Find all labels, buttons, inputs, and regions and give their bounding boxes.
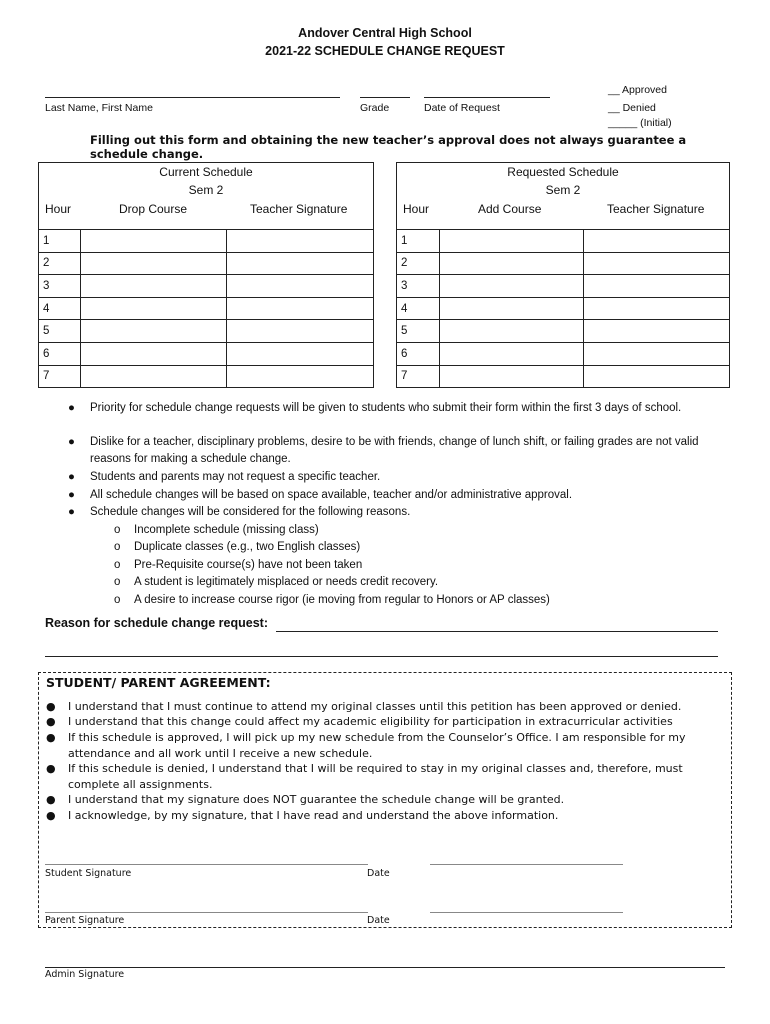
requested-schedule-semester: Sem 2 xyxy=(545,183,581,197)
agreement-text: I understand that my signature does NOT guarantee the schedule change will be granted. xyxy=(68,793,565,806)
reason-text: Pre-Requisite course(s) have not been taken xyxy=(134,559,363,571)
rule-text: Dislike for a teacher, disciplinary problems, desire to be with friends, change of lunch shift, or failing grades are not valid reasons for making a schedule change. xyxy=(90,436,699,465)
reason-item xyxy=(114,539,714,556)
circle-bullet-icon: o xyxy=(114,559,121,571)
rule-item xyxy=(68,504,718,521)
course-cell[interactable] xyxy=(439,230,584,253)
table-row xyxy=(39,365,374,388)
table-row xyxy=(397,252,730,275)
circle-bullet-icon: o xyxy=(114,576,121,588)
bullet-icon: ● xyxy=(46,793,56,806)
current-teacher-signature-header: Teacher Signature xyxy=(250,202,348,216)
teacher-signature-cell[interactable] xyxy=(584,320,730,343)
reason-item xyxy=(114,557,714,574)
bullet-icon: ● xyxy=(46,700,56,713)
bullet-icon: ● xyxy=(68,402,75,414)
student-signature-label: Student Signature xyxy=(45,868,132,879)
drop-course-header: Drop Course xyxy=(119,202,188,216)
hour-cell: 7 xyxy=(39,365,81,388)
agreement-title: STUDENT/ PARENT AGREEMENT: xyxy=(46,675,271,690)
reason-text: A student is legitimately misplaced or needs credit recovery. xyxy=(134,576,439,588)
teacher-signature-cell[interactable] xyxy=(584,252,730,275)
course-cell[interactable] xyxy=(80,365,227,388)
hour-cell: 6 xyxy=(397,342,440,365)
hour-cell: 2 xyxy=(39,252,81,275)
reason-input-line-2[interactable] xyxy=(45,656,718,657)
rule-item xyxy=(68,400,718,434)
hour-cell: 3 xyxy=(397,275,440,298)
rule-text: Schedule changes will be considered for the following reasons. xyxy=(90,506,411,518)
admin-signature-line[interactable] xyxy=(45,967,725,968)
hour-cell: 1 xyxy=(397,230,440,253)
table-row xyxy=(39,275,374,298)
current-schedule-table xyxy=(38,229,374,388)
course-cell[interactable] xyxy=(80,275,227,298)
teacher-signature-cell[interactable] xyxy=(584,342,730,365)
circle-bullet-icon: o xyxy=(114,541,121,553)
reason-text: Duplicate classes (e.g., two English classes) xyxy=(134,541,361,553)
rule-text: Students and parents may not request a specific teacher. xyxy=(90,471,381,483)
rule-item xyxy=(68,469,718,486)
table-row xyxy=(39,342,374,365)
parent-signature-line[interactable] xyxy=(45,912,368,913)
bullet-icon: ● xyxy=(46,809,56,822)
school-name: Andover Central High School xyxy=(298,26,472,40)
current-schedule-semester: Sem 2 xyxy=(188,183,224,197)
approved-status[interactable]: __ Approved xyxy=(608,84,667,96)
table-row xyxy=(397,342,730,365)
name-field-line[interactable] xyxy=(45,97,340,98)
hour-cell: 3 xyxy=(39,275,81,298)
table-row xyxy=(39,252,374,275)
teacher-signature-cell[interactable] xyxy=(584,230,730,253)
reason-item xyxy=(114,592,714,609)
bullet-icon: ● xyxy=(46,762,56,775)
initial-field[interactable]: _____ (Initial) xyxy=(608,117,672,129)
bullet-icon: ● xyxy=(68,489,75,501)
student-date-line[interactable] xyxy=(430,864,623,865)
hour-cell: 5 xyxy=(397,320,440,343)
denied-status[interactable]: __ Denied xyxy=(608,102,656,114)
bullet-icon: ● xyxy=(68,506,75,518)
rule-text: All schedule changes will be based on space available, teacher and/or administrative approval. xyxy=(90,489,573,501)
bullet-icon: ● xyxy=(68,471,75,483)
table-row xyxy=(397,297,730,320)
date-field-line[interactable] xyxy=(424,97,550,98)
student-date-label: Date xyxy=(367,868,390,879)
teacher-signature-cell[interactable] xyxy=(227,365,374,388)
form-title: 2021-22 SCHEDULE CHANGE REQUEST xyxy=(265,44,505,58)
teacher-signature-cell[interactable] xyxy=(227,252,374,275)
course-cell[interactable] xyxy=(439,320,584,343)
current-hour-header: Hour xyxy=(45,202,72,216)
reason-request-label-text: Reason for schedule change request xyxy=(45,616,264,630)
date-field-label: Date of Request xyxy=(424,102,500,114)
table-row xyxy=(39,320,374,343)
agreement-text: I understand that this change could affect my academic eligibility for participation in extracurricular activities xyxy=(68,715,673,728)
hour-cell: 4 xyxy=(397,297,440,320)
reason-text: Incomplete schedule (missing class) xyxy=(134,524,319,536)
agreement-text: If this schedule is approved, I will pick up my new schedule from the Counselor’s Office. I am responsible for my attendance and all work until I receive a new schedule. xyxy=(68,731,686,760)
reason-item xyxy=(114,522,714,539)
course-cell[interactable] xyxy=(439,275,584,298)
rule-item xyxy=(68,434,718,468)
requested-schedule-title: Requested Schedule xyxy=(507,165,619,179)
agreement-text: I understand that I must continue to attend my original classes until this petition has been approved or denied. xyxy=(68,700,682,713)
parent-date-label: Date xyxy=(367,915,390,926)
add-course-header: Add Course xyxy=(478,202,542,216)
bullet-icon: ● xyxy=(68,436,75,448)
teacher-signature-cell[interactable] xyxy=(227,297,374,320)
reason-request-colon: : xyxy=(263,616,268,630)
teacher-signature-cell[interactable] xyxy=(584,297,730,320)
teacher-signature-cell[interactable] xyxy=(227,275,374,298)
hour-cell: 6 xyxy=(39,342,81,365)
course-cell[interactable] xyxy=(80,252,227,275)
agreement-item xyxy=(46,792,706,808)
teacher-signature-cell[interactable] xyxy=(227,320,374,343)
rule-item xyxy=(68,487,718,504)
disclaimer-text: Filling out this form and obtaining the new teacher’s approval does not always guarantee a schedule change. xyxy=(90,133,687,161)
bullet-icon: ● xyxy=(46,715,56,728)
teacher-signature-cell[interactable] xyxy=(227,230,374,253)
hour-cell: 1 xyxy=(39,230,81,253)
reason-text: A desire to increase course rigor (ie moving from regular to Honors or AP classes) xyxy=(134,594,550,606)
teacher-signature-cell[interactable] xyxy=(584,275,730,298)
hour-cell: 2 xyxy=(397,252,440,275)
table-row xyxy=(397,230,730,253)
grade-field-line[interactable] xyxy=(360,97,410,98)
agreement-text: I acknowledge, by my signature, that I have read and understand the above information. xyxy=(68,809,559,822)
current-schedule-header xyxy=(38,162,374,230)
course-cell[interactable] xyxy=(80,230,227,253)
current-schedule-title: Current Schedule xyxy=(159,165,253,179)
reason-request-label xyxy=(45,616,268,630)
course-cell[interactable] xyxy=(80,297,227,320)
name-field-label: Last Name, First Name xyxy=(45,102,153,114)
parent-date-line[interactable] xyxy=(430,912,623,913)
requested-teacher-signature-header: Teacher Signature xyxy=(607,202,705,216)
agreement-item xyxy=(46,761,706,792)
agreement-item xyxy=(46,808,706,824)
requested-schedule-header xyxy=(396,162,730,230)
circle-bullet-icon: o xyxy=(114,594,121,606)
course-cell[interactable] xyxy=(80,320,227,343)
circle-bullet-icon: o xyxy=(114,524,121,536)
rule-text: Priority for schedule change requests will be given to students who submit their form within the first 3 days of school. xyxy=(90,402,682,414)
parent-signature-label: Parent Signature xyxy=(45,915,125,926)
agreement-item xyxy=(46,730,706,761)
admin-signature-label: Admin Signature xyxy=(45,969,125,980)
bullet-icon: ● xyxy=(46,731,56,744)
requested-schedule-table xyxy=(396,229,730,388)
reason-item xyxy=(114,574,714,591)
requested-hour-header: Hour xyxy=(403,202,430,216)
grade-field-label: Grade xyxy=(360,102,390,114)
student-signature-line[interactable] xyxy=(45,864,368,865)
course-cell[interactable] xyxy=(439,365,584,388)
teacher-signature-cell[interactable] xyxy=(227,342,374,365)
hour-cell: 5 xyxy=(39,320,81,343)
course-cell[interactable] xyxy=(439,252,584,275)
course-cell[interactable] xyxy=(439,297,584,320)
table-row xyxy=(397,275,730,298)
course-cell[interactable] xyxy=(80,342,227,365)
reason-input-line-1[interactable] xyxy=(276,631,718,632)
table-row xyxy=(397,365,730,388)
table-row xyxy=(397,320,730,343)
table-row xyxy=(39,297,374,320)
course-cell[interactable] xyxy=(439,342,584,365)
hour-cell: 4 xyxy=(39,297,81,320)
agreement-text: If this schedule is denied, I understand that I will be required to stay in my original classes and, therefore, must complete all assignments. xyxy=(68,762,683,791)
agreement-item xyxy=(46,714,706,730)
teacher-signature-cell[interactable] xyxy=(584,365,730,388)
hour-cell: 7 xyxy=(397,365,440,388)
agreement-item xyxy=(46,699,706,715)
table-row xyxy=(39,230,374,253)
